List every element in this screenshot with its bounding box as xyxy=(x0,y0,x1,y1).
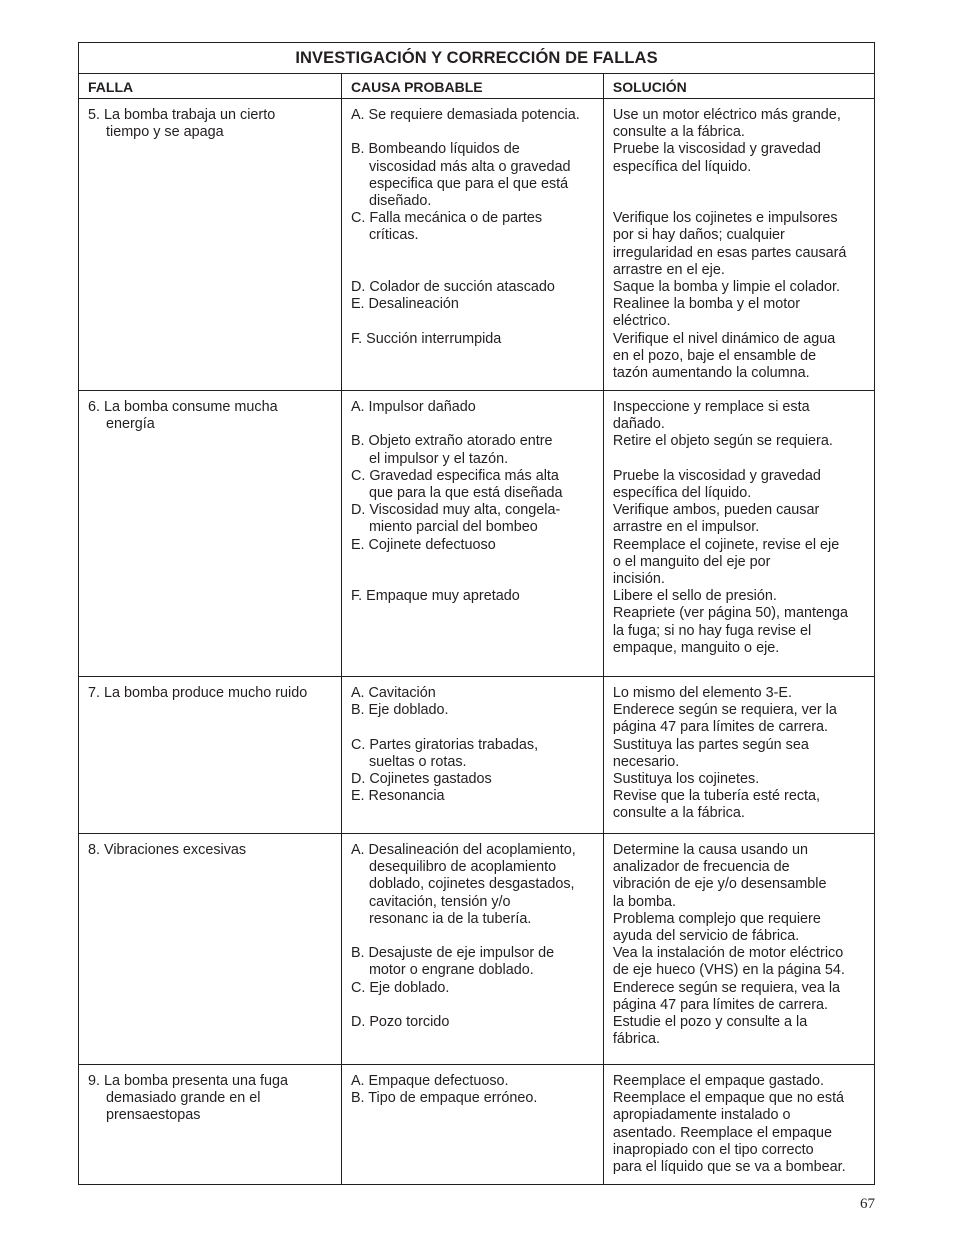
cell-line: D. Cojinetes gastados xyxy=(350,771,492,787)
solucion-cell xyxy=(603,834,874,1065)
spacer xyxy=(351,997,603,1014)
cell-line: C. Falla mecánica o de partes xyxy=(350,210,543,227)
cell-line: arrastre en el eje. xyxy=(612,261,725,278)
cell-line: E. Resonancia xyxy=(350,788,445,805)
cell-line: Use un motor eléctrico más grande, xyxy=(612,107,841,123)
falla-line: 5. La bomba trabaja un cierto xyxy=(88,107,276,123)
page-number: 67 xyxy=(860,1196,875,1212)
cell-line: Enderece según se requiera, ver la xyxy=(612,702,837,719)
cell-line: inapropiado con el tipo correcto xyxy=(612,1141,814,1158)
cell-line: C. Eje doblado. xyxy=(350,979,450,996)
causa-cell xyxy=(341,834,603,1065)
spacer xyxy=(351,262,603,279)
cell-line: consulte a la fábrica. xyxy=(612,805,745,822)
cell-line: página 47 para límites de carrera. xyxy=(612,996,829,1013)
solucion-cell xyxy=(603,99,874,391)
causa-cell xyxy=(341,1065,603,1185)
cell-line: dañado. xyxy=(612,416,665,433)
cell-line: motor o engrane doblado. xyxy=(368,962,534,979)
cell-line: específica del líquido. xyxy=(612,158,752,175)
cell-line: A. Impulsor dañado xyxy=(350,399,476,415)
cell-line: C. Partes giratorias trabadas, xyxy=(350,736,539,753)
cell-line: Inspeccione y remplace si esta xyxy=(612,399,810,415)
cell-line: Sustituya los cojinetes. xyxy=(612,771,760,788)
cell-line: irregularidad en esas partes causará xyxy=(612,244,847,261)
spacer xyxy=(351,313,603,330)
falla-cell xyxy=(79,391,342,677)
table-title: INVESTIGACIÓN Y CORRECCIÓN DE FALLAS xyxy=(79,43,875,74)
spacer xyxy=(613,176,874,193)
cell-line: fábrica. xyxy=(612,1031,661,1048)
cell-line: D. Colador de succión atascado xyxy=(350,278,555,295)
cell-line: B. Objeto extraño atorado entre xyxy=(350,433,553,450)
cell-line: por si hay daños; cualquier xyxy=(612,227,785,244)
cell-line: para el líquido que se va a bombear. xyxy=(612,1159,846,1176)
spacer xyxy=(351,928,603,945)
cell-line: Revise que la tubería esté recta, xyxy=(612,788,821,805)
cell-line: B. Bombeando líquidos de xyxy=(350,141,520,158)
cell-line: viscosidad más alta o gravedad xyxy=(368,158,571,175)
spacer xyxy=(351,719,603,736)
solucion-cell xyxy=(603,1065,874,1185)
cell-line: asentado. Reemplace el empaque xyxy=(612,1124,833,1141)
cell-line: diseñado. xyxy=(368,193,432,209)
cell-line: vibración de eje y/o desensamble xyxy=(612,876,827,893)
cell-line: Reemplace el empaque gastado. xyxy=(612,1073,825,1089)
cell-line: Reapriete (ver página 50), mantenga xyxy=(612,605,849,622)
cell-line: miento parcial del bombeo xyxy=(368,519,538,536)
cell-line: Pruebe la viscosidad y gravedad xyxy=(612,141,821,158)
cell-line: C. Gravedad especifica más alta xyxy=(350,467,559,484)
cell-line: Libere el sello de presión. xyxy=(612,588,777,605)
cell-line: E. Cojinete defectuoso xyxy=(350,536,496,553)
cell-line: Retire el objeto según se requiera. xyxy=(612,433,833,450)
cell-line: Problema complejo que requiere xyxy=(612,910,821,927)
cell-line: A. Desalineación del acoplamiento, xyxy=(350,842,576,858)
cell-line: o el manguito del eje por xyxy=(612,553,771,570)
cell-line: B. Eje doblado. xyxy=(350,702,449,719)
cell-line: Determine la causa usando un xyxy=(612,842,809,858)
cell-line: incisión. xyxy=(612,571,665,588)
falla-line: prensaestopas xyxy=(106,1107,201,1124)
falla-cell xyxy=(79,677,342,834)
cell-line: críticas. xyxy=(368,227,419,244)
cell-line: cavitación, tensión y/o xyxy=(368,893,511,910)
cell-line: sueltas o rotas. xyxy=(368,753,467,770)
cell-line: Reemplace el empaque que no está xyxy=(612,1090,845,1107)
table-row xyxy=(79,1065,875,1185)
cell-line: Enderece según se requiera, vea la xyxy=(612,979,841,996)
falla-line: 6. La bomba consume mucha xyxy=(88,399,278,415)
spacer xyxy=(613,451,874,468)
falla-line: tiempo y se apaga xyxy=(106,124,224,141)
cell-line: Lo mismo del elemento 3-E. xyxy=(612,685,793,701)
falla-line: demasiado grande en el xyxy=(106,1090,261,1107)
causa-cell xyxy=(341,677,603,834)
cell-line: Pruebe la viscosidad y gravedad xyxy=(612,467,821,484)
cell-line: de eje hueco (VHS) en la página 54. xyxy=(612,962,845,979)
table-body xyxy=(79,99,875,1185)
cell-line: ayuda del servicio de fábrica. xyxy=(612,928,800,945)
causa-cell xyxy=(341,391,603,677)
cell-line: Reemplace el cojinete, revise el eje xyxy=(612,536,840,553)
cell-line: resonanc ia de la tubería. xyxy=(368,910,532,927)
cell-line: arrastre en el impulsor. xyxy=(612,519,760,536)
cell-line: E. Desalineación xyxy=(350,296,459,313)
cell-line: apropiadamente instalado o xyxy=(612,1107,791,1124)
falla-line: 7. La bomba produce mucho ruido xyxy=(88,685,308,701)
table-row xyxy=(79,677,875,834)
spacer xyxy=(351,124,603,141)
cell-line: específica del líquido. xyxy=(612,485,752,501)
table-row xyxy=(79,834,875,1065)
cell-line: que para la que está diseñada xyxy=(368,485,563,501)
cell-line: Vea la instalación de motor eléctrico xyxy=(612,945,844,962)
cell-line: F. Succión interrumpida xyxy=(350,330,502,347)
cell-line: D. Pozo torcido xyxy=(350,1014,450,1030)
cell-line: B. Desajuste de eje impulsor de xyxy=(350,945,555,962)
solucion-cell xyxy=(603,391,874,677)
cell-line: la fuga; si no hay fuga revise el xyxy=(612,622,812,639)
spacer xyxy=(351,416,603,433)
cell-line: desequilibro de acoplamiento xyxy=(368,859,557,876)
spacer xyxy=(613,193,874,210)
solucion-cell xyxy=(603,677,874,834)
table-row xyxy=(79,99,875,391)
cell-line: consulte a la fábrica. xyxy=(612,124,745,141)
cell-line: el impulsor y el tazón. xyxy=(368,450,509,467)
spacer xyxy=(351,571,603,588)
falla-line: energía xyxy=(106,416,155,433)
spacer xyxy=(351,554,603,571)
cell-line: doblado, cojinetes desgastados, xyxy=(368,876,575,893)
cell-line: eléctrico. xyxy=(612,313,671,330)
cell-line: página 47 para límites de carrera. xyxy=(612,719,829,736)
spacer xyxy=(351,245,603,262)
cell-line: A. Cavitación xyxy=(350,685,436,701)
header-solucion: SOLUCIÓN xyxy=(603,74,874,99)
falla-cell xyxy=(79,99,342,391)
header-causa: CAUSA PROBABLE xyxy=(341,74,603,99)
falla-line: 9. La bomba presenta una fuga xyxy=(88,1073,289,1089)
cell-line: Verifique los cojinetes e impulsores xyxy=(612,210,838,227)
falla-cell xyxy=(79,1065,342,1185)
cell-line: en el pozo, baje el ensamble de xyxy=(612,347,817,364)
cell-line: F. Empaque muy apretado xyxy=(350,588,520,605)
cell-line: Verifique el nivel dinámico de agua xyxy=(612,330,836,347)
causa-cell xyxy=(341,99,603,391)
cell-line: Realinee la bomba y el motor xyxy=(612,296,801,313)
cell-line: A. Empaque defectuoso. xyxy=(350,1073,509,1089)
cell-line: Saque la bomba y limpie el colador. xyxy=(612,279,841,295)
cell-line: necesario. xyxy=(612,753,680,770)
cell-line: Sustituya las partes según sea xyxy=(612,736,809,753)
cell-line: especifica que para el que está xyxy=(368,175,569,192)
cell-line: empaque, manguito o eje. xyxy=(612,639,780,656)
header-falla: FALLA xyxy=(79,74,342,99)
cell-line: D. Viscosidad muy alta, congela- xyxy=(350,502,561,519)
cell-line: Verifique ambos, pueden causar xyxy=(612,502,820,519)
falla-line: 8. Vibraciones excesivas xyxy=(88,842,247,858)
falla-cell xyxy=(79,834,342,1065)
cell-line: la bomba. xyxy=(612,893,677,910)
cell-line: Estudie el pozo y consulte a la xyxy=(612,1014,808,1031)
cell-line: A. Se requiere demasiada potencia. xyxy=(350,107,580,123)
cell-line: tazón aumentando la columna. xyxy=(612,365,810,382)
troubleshooting-table xyxy=(78,42,875,1185)
cell-line: B. Tipo de empaque erróneo. xyxy=(350,1090,538,1107)
table-row xyxy=(79,391,875,677)
cell-line: analizador de frecuencia de xyxy=(612,859,790,876)
